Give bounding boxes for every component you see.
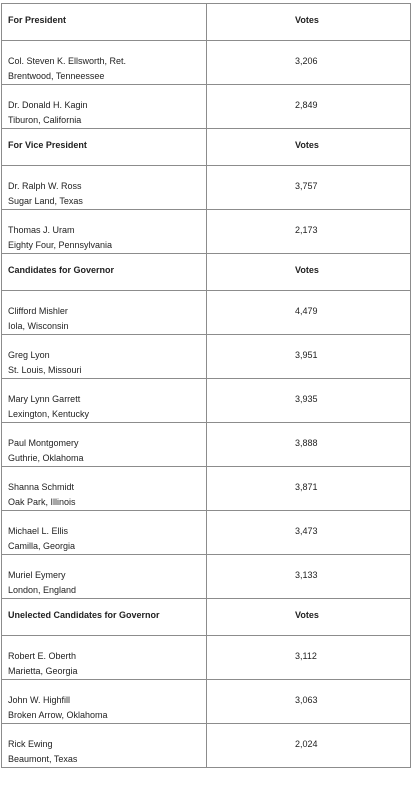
section-heading: Candidates for Governor xyxy=(8,265,115,275)
vote-count-cell xyxy=(207,379,411,423)
vote-count: 3,935 xyxy=(295,394,318,404)
candidate-cell xyxy=(2,291,207,335)
section-heading: For President xyxy=(8,15,67,25)
vote-count: 3,112 xyxy=(295,651,317,661)
candidate-name: Dr. Donald H. Kagin xyxy=(8,100,88,110)
candidate-name: Shanna Schmidt xyxy=(8,482,75,492)
vote-count-cell xyxy=(207,335,411,379)
candidate-location: Oak Park, Illinois xyxy=(8,497,76,507)
candidate-location: St. Louis, Missouri xyxy=(8,365,82,375)
vote-count: 4,479 xyxy=(295,306,318,316)
vote-count-cell xyxy=(207,166,411,210)
vote-count: 3,871 xyxy=(295,482,318,492)
candidate-name: John W. Highfill xyxy=(8,695,71,705)
candidate-row xyxy=(2,511,411,555)
vote-count-cell xyxy=(207,210,411,254)
vote-count-cell xyxy=(207,423,411,467)
candidate-location: Beaumont, Texas xyxy=(8,754,78,764)
vote-count-cell xyxy=(207,555,411,599)
candidate-row xyxy=(2,85,411,129)
vote-count: 3,063 xyxy=(295,695,318,705)
candidate-location: Broken Arrow, Oklahoma xyxy=(8,710,108,720)
candidate-name: Thomas J. Uram xyxy=(8,225,75,235)
section-heading-cell xyxy=(2,599,207,636)
votes-heading: Votes xyxy=(295,140,319,150)
vote-count-cell xyxy=(207,724,411,768)
candidate-location: London, England xyxy=(8,585,77,595)
candidate-name: Rick Ewing xyxy=(8,739,53,749)
vote-count-cell xyxy=(207,511,411,555)
candidate-name: Clifford Mishler xyxy=(8,306,68,316)
candidate-row xyxy=(2,680,411,724)
candidate-cell xyxy=(2,379,207,423)
candidate-cell xyxy=(2,166,207,210)
vote-count-cell xyxy=(207,41,411,85)
candidate-row xyxy=(2,379,411,423)
election-results-table xyxy=(1,3,411,768)
votes-heading-cell xyxy=(207,599,411,636)
candidate-row xyxy=(2,555,411,599)
candidate-location: Tiburon, California xyxy=(8,115,82,125)
votes-heading: Votes xyxy=(295,610,319,620)
section-header-row xyxy=(2,129,411,166)
vote-count-cell xyxy=(207,467,411,511)
vote-count-cell xyxy=(207,680,411,724)
votes-heading: Votes xyxy=(295,265,319,275)
section-header-row xyxy=(2,4,411,41)
candidate-name: Col. Steven K. Ellsworth, Ret. xyxy=(8,56,127,66)
candidate-row xyxy=(2,467,411,511)
candidate-cell xyxy=(2,210,207,254)
candidate-row xyxy=(2,423,411,467)
candidate-row xyxy=(2,41,411,85)
candidate-location: Sugar Land, Texas xyxy=(8,196,83,206)
candidate-cell xyxy=(2,636,207,680)
candidate-cell xyxy=(2,680,207,724)
candidate-name: Muriel Eymery xyxy=(8,570,66,580)
candidate-name: Greg Lyon xyxy=(8,350,50,360)
candidate-cell xyxy=(2,724,207,768)
vote-count: 2,024 xyxy=(295,739,318,749)
candidate-location: Marietta, Georgia xyxy=(8,666,78,676)
candidate-name: Dr. Ralph W. Ross xyxy=(8,181,82,191)
candidate-location: Camilla, Georgia xyxy=(8,541,76,551)
candidate-cell xyxy=(2,423,207,467)
candidate-name: Mary Lynn Garrett xyxy=(8,394,81,404)
candidate-location: Guthrie, Oklahoma xyxy=(8,453,84,463)
candidate-row xyxy=(2,636,411,680)
vote-count: 3,757 xyxy=(295,181,318,191)
vote-count-cell xyxy=(207,291,411,335)
candidate-name: Robert E. Oberth xyxy=(8,651,77,661)
vote-count: 3,206 xyxy=(295,56,318,66)
votes-heading-cell xyxy=(207,254,411,291)
votes-heading-cell xyxy=(207,4,411,41)
votes-heading-cell xyxy=(207,129,411,166)
section-heading-cell xyxy=(2,254,207,291)
candidate-name: Paul Montgomery xyxy=(8,438,79,448)
section-heading-cell xyxy=(2,129,207,166)
candidate-location: Eighty Four, Pennsylvania xyxy=(8,240,113,250)
candidate-row xyxy=(2,210,411,254)
candidate-cell xyxy=(2,555,207,599)
vote-count-cell xyxy=(207,85,411,129)
candidate-row xyxy=(2,166,411,210)
section-heading: Unelected Candidates for Governor xyxy=(8,610,160,620)
section-header-row xyxy=(2,599,411,636)
vote-count: 3,951 xyxy=(295,350,318,360)
candidate-name: Michael L. Ellis xyxy=(8,526,69,536)
vote-count: 2,849 xyxy=(295,100,318,110)
vote-count: 2,173 xyxy=(295,225,318,235)
candidate-row xyxy=(2,724,411,768)
candidate-location: Iola, Wisconsin xyxy=(8,321,69,331)
candidate-cell xyxy=(2,335,207,379)
candidate-location: Lexington, Kentucky xyxy=(8,409,90,419)
section-heading-cell xyxy=(2,4,207,41)
vote-count: 3,133 xyxy=(295,570,318,580)
vote-count: 3,473 xyxy=(295,526,318,536)
candidate-row xyxy=(2,291,411,335)
candidate-cell xyxy=(2,467,207,511)
section-header-row xyxy=(2,254,411,291)
vote-count: 3,888 xyxy=(295,438,318,448)
candidate-cell xyxy=(2,511,207,555)
candidate-location: Brentwood, Tenneessee xyxy=(8,71,105,81)
candidate-cell xyxy=(2,85,207,129)
candidate-row xyxy=(2,335,411,379)
votes-heading: Votes xyxy=(295,15,319,25)
section-heading: For Vice President xyxy=(8,140,87,150)
candidate-cell xyxy=(2,41,207,85)
vote-count-cell xyxy=(207,636,411,680)
